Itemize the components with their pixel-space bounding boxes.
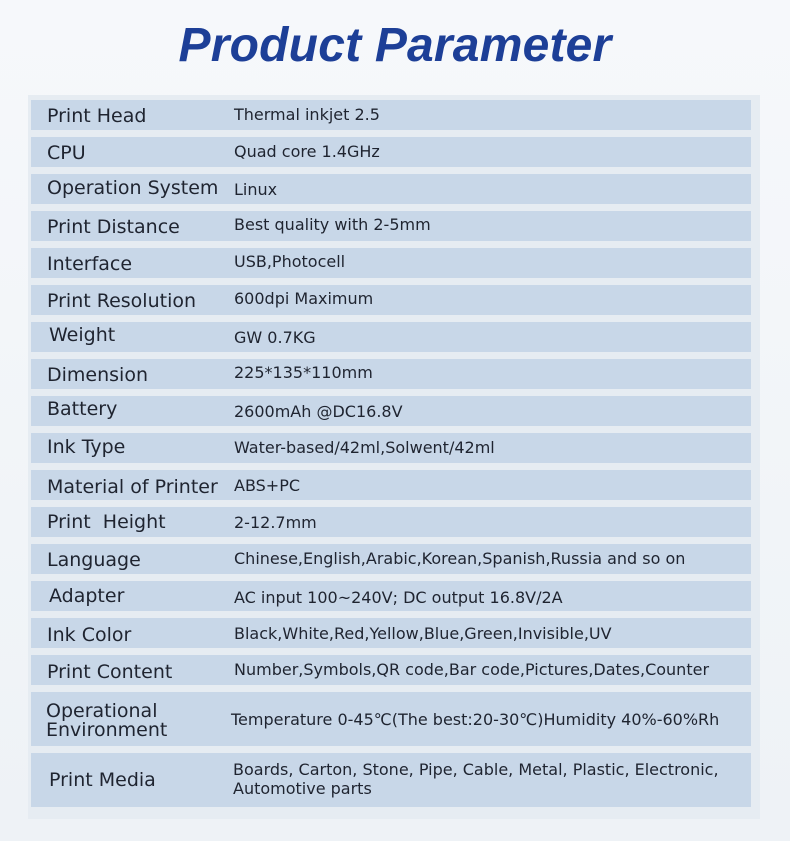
row-value: USB,Photocell (234, 252, 346, 271)
row-value: Black,White,Red,Yellow,Blue,Green,Invisible,UV (234, 624, 612, 643)
row-value: GW 0.7KG (234, 328, 316, 347)
row-value: ABS+PC (234, 476, 301, 495)
row-label: Print Media (49, 769, 156, 791)
row-label: Adapter (49, 585, 125, 607)
row-label: Print Head (47, 105, 147, 127)
table-row-print-distance (31, 211, 751, 241)
table-row-print-resolution (31, 285, 751, 315)
table-row-dimension (31, 359, 751, 389)
row-value: Thermal inkjet 2.5 (234, 105, 380, 124)
row-label: Print Height (47, 511, 166, 533)
table-row-ink-type (31, 433, 751, 463)
row-value: Linux (234, 180, 278, 199)
row-label: Weight (49, 324, 116, 346)
row-value-line-1: Boards, Carton, Stone, Pipe, Cable, Metal, Plastic, Electronic, (233, 760, 719, 779)
row-label: Material of Printer (47, 476, 218, 498)
table-row-material (31, 470, 751, 500)
row-label: Print Distance (47, 216, 180, 238)
row-label: Interface (47, 253, 133, 275)
row-label: Ink Type (47, 436, 126, 458)
page-title: Product Parameter (178, 19, 612, 72)
row-label: Battery (47, 398, 118, 420)
table-row-print-head (31, 100, 751, 130)
row-value: 2-12.7mm (234, 513, 317, 532)
table-row-weight (31, 322, 751, 352)
row-value: Number,Symbols,QR code,Bar code,Pictures,Dates,Counter (234, 660, 710, 679)
row-label: Dimension (47, 364, 148, 386)
table-row-operational-environment (31, 692, 751, 746)
row-label-line-2: Environment (46, 719, 168, 741)
row-value: Best quality with 2-5mm (234, 215, 431, 234)
row-value: Water-based/42ml,Solwent/42ml (234, 438, 495, 457)
table-row-adapter (31, 581, 751, 611)
row-label: Print Resolution (47, 290, 197, 312)
table-row-language (31, 544, 751, 574)
table-row-cpu (31, 137, 751, 167)
row-label: Ink Color (47, 624, 132, 646)
row-value: 2600mAh @DC16.8V (234, 402, 403, 421)
row-value: 225*135*110mm (234, 363, 373, 382)
row-label: Language (47, 549, 141, 571)
table-row-print-content (31, 655, 751, 685)
row-label: Print Content (47, 661, 173, 683)
row-label-line-1: Operational (46, 700, 158, 722)
row-value: 600dpi Maximum (234, 289, 374, 308)
table-row-print-media (31, 753, 751, 807)
table-row-operation-system (31, 174, 751, 204)
table-row-ink-color (31, 618, 751, 648)
row-label: CPU (47, 142, 86, 164)
row-value: Chinese,English,Arabic,Korean,Spanish,Russia and so on (234, 549, 686, 568)
table-row-print-height (31, 507, 751, 537)
row-value-line-2: Automotive parts (233, 779, 372, 798)
row-value: Quad core 1.4GHz (234, 142, 380, 161)
row-value: Temperature 0-45℃(The best:20-30℃)Humidity 40%-60%Rh (231, 710, 720, 729)
table-row-interface (31, 248, 751, 278)
row-label: Operation System (47, 177, 219, 199)
row-value: AC input 100~240V; DC output 16.8V/2A (234, 588, 563, 607)
table-row-battery (31, 396, 751, 426)
